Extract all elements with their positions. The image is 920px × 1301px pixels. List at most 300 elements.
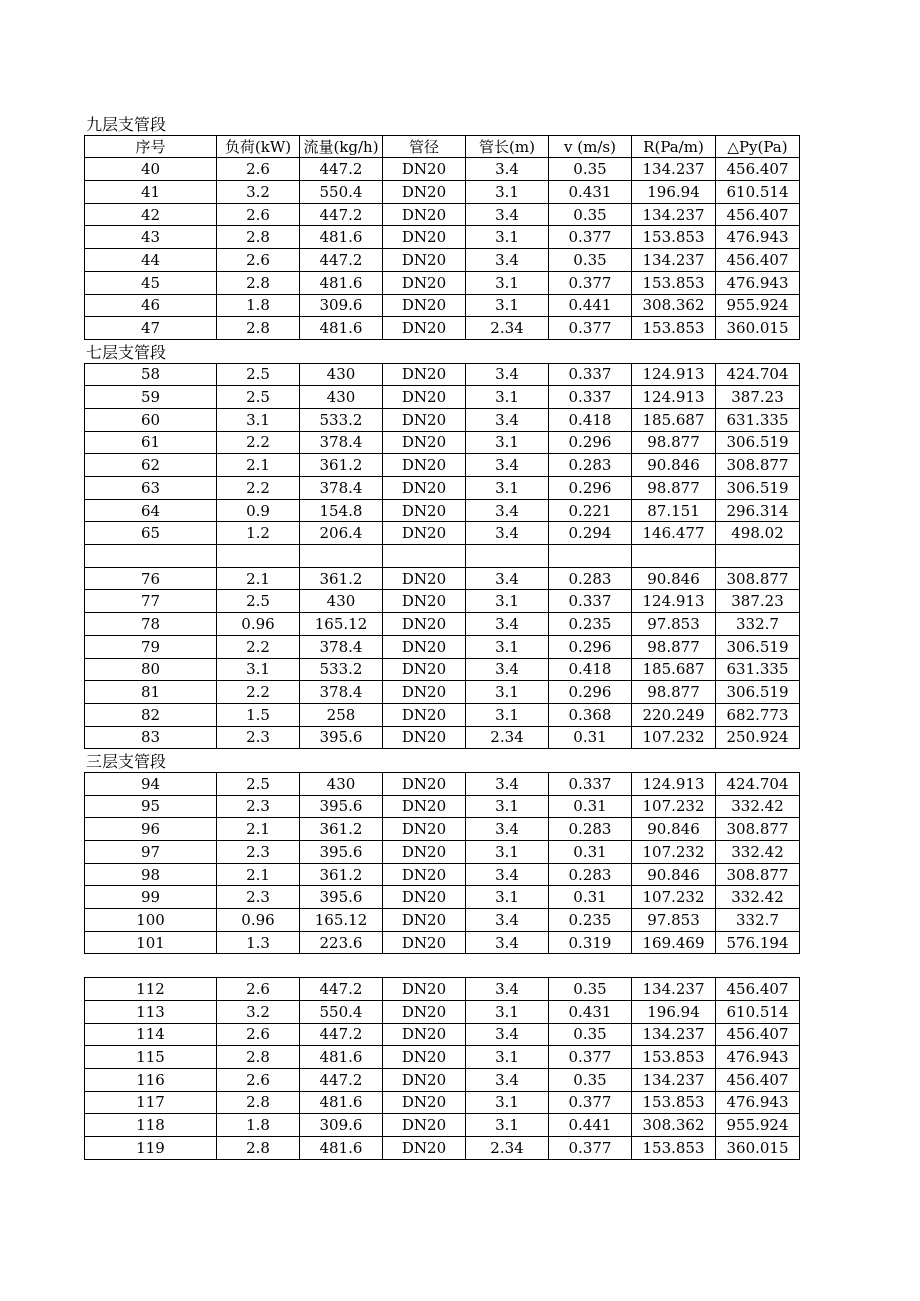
table-cell: 83 <box>85 726 217 749</box>
table-cell: 98.877 <box>632 681 716 704</box>
table-cell: 3.4 <box>466 613 549 636</box>
column-header: 管径 <box>383 135 466 158</box>
column-header: 管长(m) <box>466 135 549 158</box>
section-floor-9 <box>84 112 799 340</box>
table-cell: 3.4 <box>466 658 549 681</box>
table-cell: 2.5 <box>217 363 300 386</box>
table-cell: DN20 <box>383 1000 466 1023</box>
table-cell: 165.12 <box>300 909 383 932</box>
table-cell: 308.877 <box>716 567 800 590</box>
table-cell: 0.221 <box>549 499 632 522</box>
table-cell: 107.232 <box>632 726 716 749</box>
table-cell: 0.31 <box>549 841 632 864</box>
table-cell: 3.1 <box>217 408 300 431</box>
table-row <box>85 841 800 864</box>
table-cell: 308.362 <box>632 294 716 317</box>
table-cell: 76 <box>85 567 217 590</box>
table-cell: 65 <box>85 522 217 545</box>
table-cell: DN20 <box>383 158 466 181</box>
table-cell: 165.12 <box>300 613 383 636</box>
table-cell: 955.924 <box>716 1114 800 1137</box>
table-cell: 0.337 <box>549 590 632 613</box>
table-cell: 533.2 <box>300 408 383 431</box>
table-cell: 2.6 <box>217 1023 300 1046</box>
table-row <box>85 499 800 522</box>
table-cell: 3.4 <box>466 454 549 477</box>
table-cell: 3.4 <box>466 363 549 386</box>
table-cell: 0.337 <box>549 772 632 795</box>
table-cell: 0.337 <box>549 386 632 409</box>
table-cell: 550.4 <box>300 1000 383 1023</box>
table-cell: DN20 <box>383 1023 466 1046</box>
table-cell: 3.4 <box>466 158 549 181</box>
table-cell: DN20 <box>383 590 466 613</box>
table-cell: DN20 <box>383 363 466 386</box>
table-cell: 3.4 <box>466 772 549 795</box>
table-cell: 250.924 <box>716 726 800 749</box>
table-cell: 3.1 <box>466 386 549 409</box>
section-title: 七层支管段 <box>86 342 167 362</box>
table-cell: DN20 <box>383 1091 466 1114</box>
table-cell: 361.2 <box>300 818 383 841</box>
table-cell: 447.2 <box>300 1068 383 1091</box>
table-cell: 1.3 <box>217 931 300 954</box>
table-cell: 58 <box>85 363 217 386</box>
table-cell: 306.519 <box>716 681 800 704</box>
table-cell: 309.6 <box>300 1114 383 1137</box>
table-cell: 61 <box>85 431 217 454</box>
table-cell: 576.194 <box>716 931 800 954</box>
section-floor-3 <box>84 749 799 954</box>
table-cell: 3.1 <box>466 590 549 613</box>
table-cell: 2.5 <box>217 590 300 613</box>
table-cell: 98.877 <box>632 635 716 658</box>
table-cell: 3.4 <box>466 931 549 954</box>
table-cell: 456.407 <box>716 249 800 272</box>
table-cell: 2.8 <box>217 1136 300 1159</box>
table-row <box>85 1000 800 1023</box>
table-cell: 430 <box>300 386 383 409</box>
table-cell: 3.4 <box>466 978 549 1001</box>
table-cell: 134.237 <box>632 978 716 1001</box>
table-cell: 2.8 <box>217 1046 300 1069</box>
table-row <box>85 795 800 818</box>
table-cell: 447.2 <box>300 158 383 181</box>
table-cell: 98.877 <box>632 477 716 500</box>
table-cell: 107.232 <box>632 795 716 818</box>
table-cell: DN20 <box>383 408 466 431</box>
table-cell: 258 <box>300 703 383 726</box>
table-cell: DN20 <box>383 431 466 454</box>
table-row <box>85 590 800 613</box>
table-cell: 2.8 <box>217 226 300 249</box>
column-header: 流量(kg/h) <box>300 135 383 158</box>
table-cell: DN20 <box>383 818 466 841</box>
table-cell: 0.418 <box>549 658 632 681</box>
table-cell: 447.2 <box>300 249 383 272</box>
table-cell: 2.2 <box>217 477 300 500</box>
table-cell: 1.2 <box>217 522 300 545</box>
table-cell: 0.377 <box>549 271 632 294</box>
table-row <box>85 1114 800 1137</box>
table-cell: 134.237 <box>632 249 716 272</box>
table-row <box>85 1068 800 1091</box>
section-untitled <box>84 954 799 1159</box>
table-cell: 2.5 <box>217 772 300 795</box>
table-cell: 3.4 <box>466 1023 549 1046</box>
header-row <box>85 135 800 158</box>
table-row <box>85 818 800 841</box>
table-cell: 206.4 <box>300 522 383 545</box>
table-cell: 476.943 <box>716 226 800 249</box>
table-cell: 2.3 <box>217 841 300 864</box>
table-cell: 3.4 <box>466 408 549 431</box>
table-row <box>85 635 800 658</box>
table-cell: 332.42 <box>716 841 800 864</box>
table-cell: DN20 <box>383 1136 466 1159</box>
table-cell: 1.8 <box>217 294 300 317</box>
table-cell: 3.1 <box>466 841 549 864</box>
table-cell: 3.1 <box>466 226 549 249</box>
table-row <box>85 772 800 795</box>
table-row <box>85 249 800 272</box>
table-cell: 1.8 <box>217 1114 300 1137</box>
table-row <box>85 271 800 294</box>
table-cell: 332.7 <box>716 909 800 932</box>
table-cell: DN20 <box>383 886 466 909</box>
table-cell: 220.249 <box>632 703 716 726</box>
table-cell: 476.943 <box>716 1046 800 1069</box>
table-row <box>85 886 800 909</box>
table-cell: 395.6 <box>300 726 383 749</box>
table-cell: 296.314 <box>716 499 800 522</box>
table-cell: 2.5 <box>217 386 300 409</box>
table-cell: 153.853 <box>632 271 716 294</box>
table-cell: 2.6 <box>217 1068 300 1091</box>
table-cell: 118 <box>85 1114 217 1137</box>
table-cell: 43 <box>85 226 217 249</box>
table-cell: 44 <box>85 249 217 272</box>
table-cell: 77 <box>85 590 217 613</box>
table-cell: 87.151 <box>632 499 716 522</box>
table-cell: DN20 <box>383 294 466 317</box>
table-cell: 631.335 <box>716 408 800 431</box>
table-row <box>85 363 800 386</box>
table-cell: 0.294 <box>549 522 632 545</box>
table-cell: 0.31 <box>549 726 632 749</box>
table-row <box>85 658 800 681</box>
table-cell: 79 <box>85 635 217 658</box>
table-cell: 456.407 <box>716 1068 800 1091</box>
table-cell: DN20 <box>383 386 466 409</box>
table-cell: 361.2 <box>300 863 383 886</box>
table-cell: 0.377 <box>549 1136 632 1159</box>
table-cell: 456.407 <box>716 158 800 181</box>
table-cell <box>300 545 383 568</box>
table-cell: 424.704 <box>716 363 800 386</box>
table-cell: 2.8 <box>217 271 300 294</box>
table-row <box>85 863 800 886</box>
table-cell: 223.6 <box>300 931 383 954</box>
table-cell: 0.441 <box>549 1114 632 1137</box>
table-cell: 3.1 <box>466 886 549 909</box>
table-cell: 361.2 <box>300 454 383 477</box>
table-cell: 2.1 <box>217 454 300 477</box>
table-cell: 631.335 <box>716 658 800 681</box>
column-header: v (m/s) <box>549 135 632 158</box>
table-cell: 124.913 <box>632 386 716 409</box>
table-cell: 2.6 <box>217 158 300 181</box>
table-cell: 124.913 <box>632 363 716 386</box>
table-cell <box>383 545 466 568</box>
table-cell: 113 <box>85 1000 217 1023</box>
table-cell: 481.6 <box>300 1091 383 1114</box>
table-cell: 0.35 <box>549 1023 632 1046</box>
table-cell: 3.1 <box>466 681 549 704</box>
table-cell: 3.1 <box>466 271 549 294</box>
table-cell: 3.1 <box>466 635 549 658</box>
table-row <box>85 158 800 181</box>
table-cell: DN20 <box>383 658 466 681</box>
table-cell: DN20 <box>383 681 466 704</box>
table-cell: DN20 <box>383 635 466 658</box>
table-cell: 387.23 <box>716 386 800 409</box>
table-cell: 2.6 <box>217 978 300 1001</box>
table-cell: 62 <box>85 454 217 477</box>
table-cell: 59 <box>85 386 217 409</box>
table-cell: 3.2 <box>217 181 300 204</box>
table-cell: 41 <box>85 181 217 204</box>
table-cell: 153.853 <box>632 226 716 249</box>
table-cell: 447.2 <box>300 203 383 226</box>
table-row <box>85 386 800 409</box>
table-row <box>85 454 800 477</box>
table-row <box>85 226 800 249</box>
blank-row <box>84 954 799 977</box>
table-cell: 100 <box>85 909 217 932</box>
table-cell: 0.296 <box>549 477 632 500</box>
table-cell: 196.94 <box>632 181 716 204</box>
table-cell: 309.6 <box>300 294 383 317</box>
table-cell: 378.4 <box>300 635 383 658</box>
table-cell: 360.015 <box>716 317 800 340</box>
table-cell: 0.296 <box>549 681 632 704</box>
table-row <box>85 317 800 340</box>
table-row <box>85 703 800 726</box>
table-cell: DN20 <box>383 226 466 249</box>
table-cell: 395.6 <box>300 841 383 864</box>
table-cell: 2.3 <box>217 795 300 818</box>
table-cell: 3.1 <box>466 181 549 204</box>
table-cell: 0.96 <box>217 909 300 932</box>
table-cell: 332.42 <box>716 886 800 909</box>
table-cell: 0.35 <box>549 158 632 181</box>
table-cell: DN20 <box>383 1068 466 1091</box>
table-cell: DN20 <box>383 522 466 545</box>
table-row <box>85 726 800 749</box>
table-cell <box>217 545 300 568</box>
table-cell: 476.943 <box>716 1091 800 1114</box>
table-cell: 94 <box>85 772 217 795</box>
table-cell: 610.514 <box>716 1000 800 1023</box>
table-cell: 2.34 <box>466 726 549 749</box>
table-row <box>85 1091 800 1114</box>
table-cell: 42 <box>85 203 217 226</box>
table-cell: 97.853 <box>632 613 716 636</box>
table-cell: 99 <box>85 886 217 909</box>
table-cell: 0.377 <box>549 317 632 340</box>
table-cell: 2.8 <box>217 317 300 340</box>
table-cell: 0.296 <box>549 635 632 658</box>
table-cell: DN20 <box>383 499 466 522</box>
table-cell: 0.35 <box>549 978 632 1001</box>
table-cell: 154.8 <box>300 499 383 522</box>
table-cell: 332.42 <box>716 795 800 818</box>
table-cell <box>85 545 217 568</box>
table-cell: 2.1 <box>217 567 300 590</box>
table-cell: 153.853 <box>632 317 716 340</box>
table-cell: 0.96 <box>217 613 300 636</box>
table-cell: 308.877 <box>716 454 800 477</box>
table-cell: 82 <box>85 703 217 726</box>
table-cell: DN20 <box>383 181 466 204</box>
table-cell: 395.6 <box>300 886 383 909</box>
table-cell: 0.319 <box>549 931 632 954</box>
table-cell: 153.853 <box>632 1136 716 1159</box>
table-row <box>85 545 800 568</box>
table-cell: 107.232 <box>632 841 716 864</box>
table-cell: 153.853 <box>632 1046 716 1069</box>
table-cell: 107.232 <box>632 886 716 909</box>
table-row <box>85 181 800 204</box>
table-cell: 308.362 <box>632 1114 716 1137</box>
table-cell: 0.235 <box>549 613 632 636</box>
table-cell: 146.477 <box>632 522 716 545</box>
table-cell: 97 <box>85 841 217 864</box>
table-cell: 153.853 <box>632 1091 716 1114</box>
table-cell: 3.4 <box>466 203 549 226</box>
table-cell: 0.9 <box>217 499 300 522</box>
table-cell: 447.2 <box>300 1023 383 1046</box>
table-cell: 185.687 <box>632 408 716 431</box>
table-cell: 40 <box>85 158 217 181</box>
table-cell: 378.4 <box>300 431 383 454</box>
table-cell: 306.519 <box>716 431 800 454</box>
column-header: △Py(Pa) <box>716 135 800 158</box>
table-cell: 3.1 <box>466 1046 549 1069</box>
table-cell <box>716 545 800 568</box>
table-cell: 90.846 <box>632 454 716 477</box>
table-cell: 134.237 <box>632 1023 716 1046</box>
table-cell: 124.913 <box>632 590 716 613</box>
table-cell: 481.6 <box>300 226 383 249</box>
table-cell: 2.6 <box>217 203 300 226</box>
table-cell: 0.377 <box>549 226 632 249</box>
table-cell: 3.4 <box>466 499 549 522</box>
table-cell: 387.23 <box>716 590 800 613</box>
table-cell: 456.407 <box>716 1023 800 1046</box>
pipe-table <box>84 977 800 1160</box>
table-cell: 117 <box>85 1091 217 1114</box>
column-header: 序号 <box>85 135 217 158</box>
table-cell: DN20 <box>383 978 466 1001</box>
spreadsheet <box>84 112 799 1160</box>
table-cell: 185.687 <box>632 658 716 681</box>
table-cell: 0.431 <box>549 181 632 204</box>
table-cell: 3.4 <box>466 567 549 590</box>
table-row <box>85 1136 800 1159</box>
table-cell: 0.35 <box>549 249 632 272</box>
table-cell: 430 <box>300 363 383 386</box>
table-cell: 90.846 <box>632 863 716 886</box>
table-cell: 0.283 <box>549 863 632 886</box>
table-cell: 60 <box>85 408 217 431</box>
table-row <box>85 408 800 431</box>
table-cell: 47 <box>85 317 217 340</box>
table-cell: 96 <box>85 818 217 841</box>
table-cell: 533.2 <box>300 658 383 681</box>
table-cell: 0.35 <box>549 203 632 226</box>
table-cell: DN20 <box>383 454 466 477</box>
table-cell: 3.4 <box>466 909 549 932</box>
table-cell: 81 <box>85 681 217 704</box>
table-cell: 90.846 <box>632 567 716 590</box>
table-cell: 2.6 <box>217 249 300 272</box>
table-row <box>85 681 800 704</box>
table-cell: 0.296 <box>549 431 632 454</box>
table-row <box>85 567 800 590</box>
table-cell: 3.1 <box>466 1000 549 1023</box>
table-cell: 116 <box>85 1068 217 1091</box>
table-cell: 119 <box>85 1136 217 1159</box>
table-cell: DN20 <box>383 271 466 294</box>
table-cell: 2.2 <box>217 635 300 658</box>
table-cell: 3.4 <box>466 818 549 841</box>
table-cell: 447.2 <box>300 978 383 1001</box>
table-row <box>85 1023 800 1046</box>
table-cell: 2.34 <box>466 1136 549 1159</box>
table-cell: 46 <box>85 294 217 317</box>
table-cell: 0.31 <box>549 886 632 909</box>
table-cell: 0.377 <box>549 1046 632 1069</box>
table-cell: DN20 <box>383 863 466 886</box>
table-cell: 456.407 <box>716 203 800 226</box>
pipe-table <box>84 135 800 340</box>
table-cell: 95 <box>85 795 217 818</box>
table-cell: 308.877 <box>716 818 800 841</box>
table-cell: DN20 <box>383 795 466 818</box>
column-header: 负荷(kW) <box>217 135 300 158</box>
table-cell: 481.6 <box>300 1136 383 1159</box>
table-cell: 361.2 <box>300 567 383 590</box>
table-cell: 498.02 <box>716 522 800 545</box>
table-cell: 3.1 <box>466 795 549 818</box>
table-cell: 101 <box>85 931 217 954</box>
table-cell: 306.519 <box>716 477 800 500</box>
table-cell: 424.704 <box>716 772 800 795</box>
table-cell: DN20 <box>383 841 466 864</box>
table-cell: 64 <box>85 499 217 522</box>
table-cell: 0.235 <box>549 909 632 932</box>
table-cell: 63 <box>85 477 217 500</box>
table-cell: DN20 <box>383 317 466 340</box>
table-cell: 3.1 <box>217 658 300 681</box>
table-cell: 0.283 <box>549 567 632 590</box>
pipe-table <box>84 772 800 955</box>
table-cell: 955.924 <box>716 294 800 317</box>
section-title: 三层支管段 <box>86 752 167 772</box>
table-cell: 3.1 <box>466 1114 549 1137</box>
